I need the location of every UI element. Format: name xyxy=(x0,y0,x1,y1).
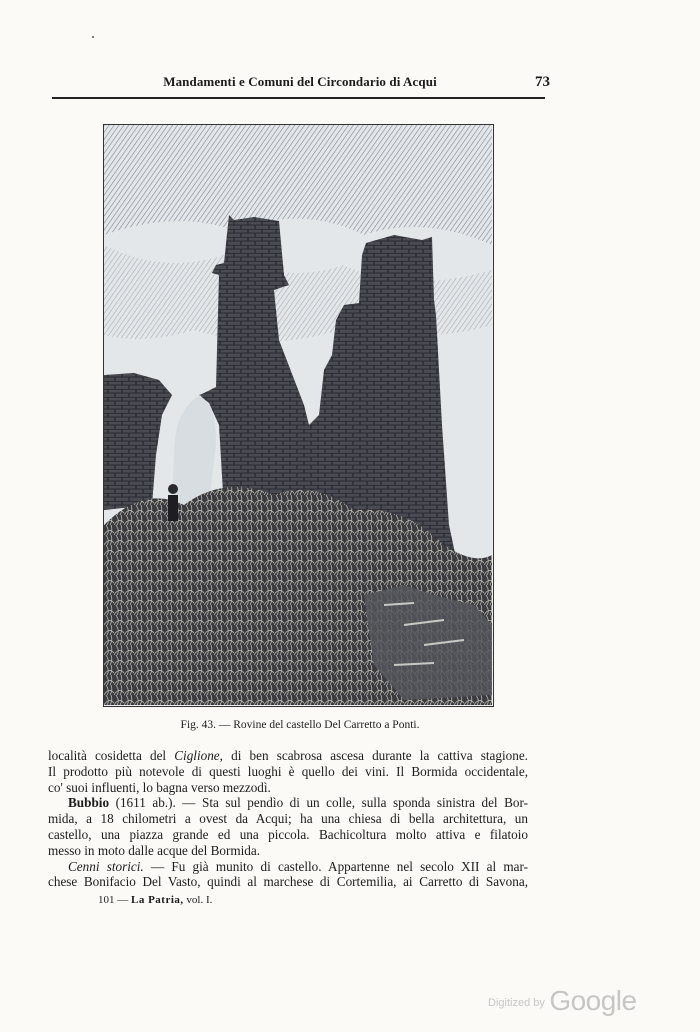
text-line xyxy=(48,859,528,875)
signature-title: La Patria, xyxy=(131,894,184,906)
signature-mark xyxy=(98,894,212,906)
engraving-image xyxy=(104,125,492,705)
text-line: chese Bonifacio Del Vasto, quindi al marchese di Cortemilia, ai Carretto di Savona, xyxy=(48,874,528,890)
running-header: Mandamenti e Comuni del Circondario di Acqui xyxy=(163,74,437,89)
text-run: (1611 ab.). — Sta sul pendìo di un colle, sulla sponda sinistra del Bor- xyxy=(109,795,528,811)
text-line: castello, una piazza grande ed una piccola. Bachicoltura molto attiva e filatoio xyxy=(48,826,528,842)
figure-caption: Fig. 43. — Rovine del castello Del Carretto a Ponti. xyxy=(180,719,420,731)
signature-number: 101 — xyxy=(98,894,129,906)
text-line: Il prodotto più notevole di questi luoghi è quello dei vini. Il Bormida occidentale, xyxy=(48,763,528,779)
watermark-logo: Google xyxy=(549,985,637,1016)
text-run: , di ben scabrosa ascesa durante la cattiva stagione. xyxy=(219,748,528,763)
castle-ruins-engraving xyxy=(103,124,494,707)
place-name: Bubbio xyxy=(68,795,110,811)
body-text xyxy=(48,748,528,890)
text-line: mida, a 18 chilometri a ovest da Acqui; ha una chiesa di bella architettura, un xyxy=(48,811,528,827)
text-line: messo in moto dalle acque del Bormida. xyxy=(48,842,261,858)
italic-term: Ciglione xyxy=(174,748,220,763)
ink-speck xyxy=(92,36,94,38)
header-rule xyxy=(52,97,545,99)
signature-volume: vol. I. xyxy=(186,894,213,906)
page-number: 73 xyxy=(535,74,550,90)
text-run: — Fu già munito di castello. Appartenne nel secolo XII al mar- xyxy=(143,858,528,874)
text-line xyxy=(48,748,528,764)
digitized-watermark xyxy=(488,985,637,1017)
text-line: co' suoi influenti, lo bagna verso mezzodì. xyxy=(48,779,271,795)
text-line xyxy=(48,795,528,811)
text-run: località cosidetta del xyxy=(48,748,175,763)
section-label: Cenni storici. xyxy=(68,858,144,874)
watermark-label: Digitized by xyxy=(488,997,545,1009)
